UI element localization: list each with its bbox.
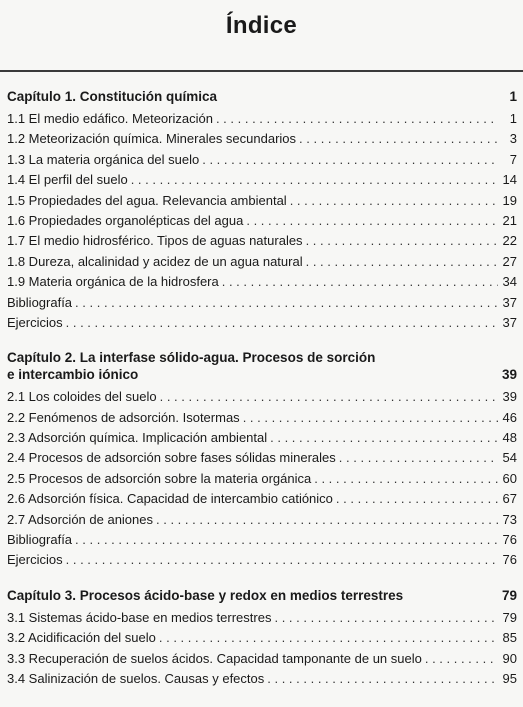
- entry-page-number: 21: [502, 212, 517, 228]
- dot-leader: [299, 129, 498, 149]
- toc-entry[interactable]: [7, 649, 517, 669]
- title-rule: [0, 70, 523, 72]
- dot-leader: [306, 252, 498, 272]
- chapter-title: Capítulo 2. La interfase sólido-agua. Procesos de sorción e intercambio iónico: [7, 350, 376, 383]
- dot-leader: [270, 428, 498, 448]
- entry-label: Bibliografía: [7, 294, 73, 310]
- toc-entry[interactable]: [7, 448, 517, 468]
- dot-leader: [425, 649, 498, 669]
- entry-page-number: 1: [509, 111, 517, 126]
- entry-label: 1.7 El medio hidrosférico. Tipos de aguas naturales: [7, 233, 303, 249]
- toc-entry[interactable]: [7, 550, 517, 570]
- toc-entry[interactable]: [7, 489, 517, 509]
- toc-entry[interactable]: [7, 669, 517, 689]
- entry-label: 3.1 Sistemas ácido-base en medios terrestres: [7, 609, 272, 625]
- dot-leader: [274, 608, 498, 628]
- dot-leader: [339, 448, 498, 468]
- toc-entry[interactable]: [7, 109, 517, 129]
- entry-page-number: 3: [509, 131, 517, 147]
- entry-label: 2.3 Adsorción química. Implicación ambiental: [7, 430, 268, 446]
- entry-page-number: 79: [502, 609, 517, 625]
- page-title: Índice: [225, 12, 298, 39]
- dot-leader: [156, 510, 498, 530]
- chapter-2: [7, 349, 517, 571]
- entry-page-number: 34: [502, 274, 517, 290]
- chapter-1: [7, 88, 517, 333]
- entry-page-number: 67: [502, 491, 517, 507]
- toc-entry[interactable]: [7, 170, 517, 190]
- entry-label: 1.4 El perfil del suelo: [7, 172, 128, 188]
- chapter-3: [7, 587, 517, 690]
- dot-leader: [306, 231, 498, 251]
- toc-entry[interactable]: [7, 313, 517, 333]
- toc-entry[interactable]: [7, 387, 517, 407]
- entry-label: 1.2 Meteorización química. Minerales secundarios: [7, 131, 297, 147]
- toc-entry[interactable]: [7, 252, 517, 272]
- toc-entry[interactable]: [7, 150, 517, 170]
- entry-label: 1.8 Dureza, alcalinidad y acidez de un agua natural: [7, 253, 303, 269]
- toc-entry[interactable]: [7, 231, 517, 251]
- chapter-title: Capítulo 1. Constitución química: [7, 89, 218, 104]
- toc-entry[interactable]: [7, 530, 517, 550]
- toc-entry[interactable]: [7, 129, 517, 149]
- toc-entry[interactable]: [7, 628, 517, 648]
- entry-page-number: 76: [502, 552, 517, 568]
- entry-page-number: 90: [502, 650, 517, 666]
- entry-page-number: 95: [502, 670, 517, 686]
- entry-label: Ejercicios: [7, 552, 63, 568]
- entry-label: 1.9 Materia orgánica de la hidrosfera: [7, 274, 219, 290]
- entry-label: Bibliografía: [7, 532, 73, 548]
- chapter-heading[interactable]: [7, 88, 517, 105]
- entry-label: 1.1 El medio edáfico. Meteorización: [7, 111, 213, 126]
- dot-leader: [314, 469, 498, 489]
- dot-leader: [243, 408, 498, 428]
- dot-leader: [267, 669, 498, 689]
- dot-leader: [222, 272, 498, 292]
- chapter-page-number: 1: [509, 89, 517, 104]
- entry-label: Ejercicios: [7, 314, 63, 330]
- entry-page-number: 46: [502, 409, 517, 425]
- chapter-page-number: 79: [501, 587, 517, 603]
- entry-page-number: 76: [502, 532, 517, 548]
- entry-label: 3.3 Recuperación de suelos ácidos. Capacidad tamponante de un suelo: [7, 650, 422, 666]
- chapter-heading[interactable]: [7, 349, 517, 383]
- toc-entry[interactable]: [7, 428, 517, 448]
- entry-page-number: 37: [502, 314, 517, 330]
- dot-leader: [159, 628, 498, 648]
- dot-leader: [66, 550, 498, 570]
- entry-label: 1.5 Propiedades del agua. Relevancia ambiental: [7, 192, 287, 208]
- dot-leader: [336, 489, 498, 509]
- entry-label: 2.6 Adsorción física. Capacidad de intercambio catiónico: [7, 491, 333, 507]
- entry-page-number: 14: [502, 172, 517, 188]
- entry-page-number: 22: [502, 233, 517, 249]
- entry-page-number: 54: [502, 450, 517, 466]
- entry-label: 2.4 Procesos de adsorción sobre fases sólidas minerales: [7, 450, 336, 466]
- entry-page-number: 85: [502, 630, 517, 646]
- entry-label: 2.7 Adsorción de aniones: [7, 511, 153, 527]
- entry-page-number: 27: [502, 253, 517, 269]
- entry-page-number: 73: [502, 511, 517, 527]
- chapter-heading[interactable]: [7, 587, 517, 604]
- toc-entry[interactable]: [7, 293, 517, 313]
- dot-leader: [66, 313, 498, 333]
- dot-leader: [131, 170, 498, 190]
- entry-label: 2.1 Los coloides del suelo: [7, 389, 157, 405]
- entry-label: 3.2 Acidificación del suelo: [7, 630, 156, 646]
- chapter-page-number: 39: [501, 367, 517, 383]
- table-of-contents: [7, 88, 517, 689]
- dot-leader: [202, 150, 498, 170]
- dot-leader: [75, 530, 498, 550]
- entry-label: 2.5 Procesos de adsorción sobre la materia orgánica: [7, 470, 312, 486]
- dot-leader: [75, 293, 498, 313]
- toc-entry[interactable]: [7, 272, 517, 292]
- dot-leader: [216, 109, 498, 129]
- entry-page-number: 60: [502, 470, 517, 486]
- entry-page-number: 48: [502, 430, 517, 446]
- dot-leader: [160, 387, 498, 407]
- toc-entry[interactable]: [7, 408, 517, 428]
- toc-entry[interactable]: [7, 469, 517, 489]
- entry-page-number: 7: [509, 151, 517, 167]
- entry-page-number: 39: [502, 389, 517, 405]
- toc-entry[interactable]: [7, 211, 517, 231]
- entry-label: 1.3 La materia orgánica del suelo: [7, 151, 200, 167]
- entry-label: 3.4 Salinización de suelos. Causas y efectos: [7, 670, 265, 686]
- dot-leader: [246, 211, 498, 231]
- entry-page-number: 37: [502, 294, 517, 310]
- entry-label: 1.6 Propiedades organolépticas del agua: [7, 212, 244, 228]
- toc-entry[interactable]: [7, 191, 517, 211]
- entry-label: 2.2 Fenómenos de adsorción. Isotermas: [7, 409, 240, 425]
- chapter-title: Capítulo 3. Procesos ácido-base y redox en medios terrestres: [7, 587, 404, 603]
- toc-entry[interactable]: [7, 608, 517, 628]
- entry-page-number: 19: [502, 192, 517, 208]
- toc-entry[interactable]: [7, 510, 517, 530]
- dot-leader: [290, 191, 498, 211]
